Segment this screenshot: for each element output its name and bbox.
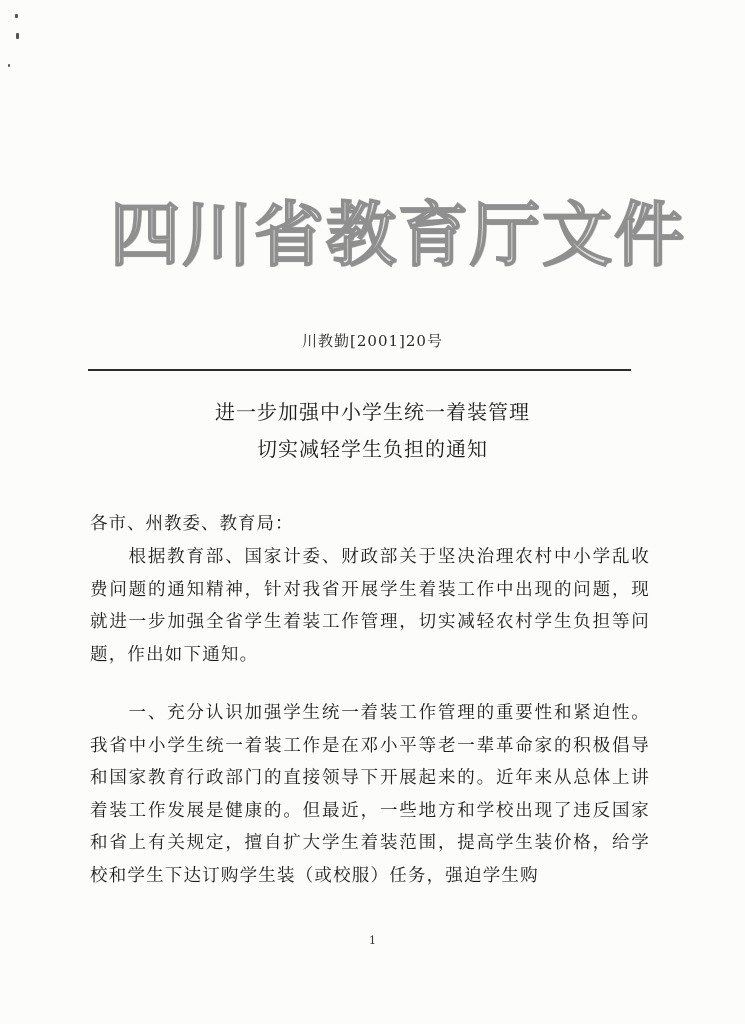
letterhead-title: 四川省教育厅文件 [110, 194, 686, 276]
salutation: 各市、州教委、教育局： [90, 514, 294, 534]
scan-speck [8, 64, 10, 67]
body-paragraph-1: 根据教育部、国家计委、财政部关于坚决治理农村中小学乱收费问题的通知精神，针对我省开展学生着装工作中出现的问题，现就进一步加强全省学生着装工作管理，切实减轻农村学生负担等问题，作出如下通知。 [90, 547, 650, 665]
page-number: 1 [369, 934, 376, 947]
document-number: 川教勤[2001]20号 [302, 332, 443, 350]
notice-title-line-1: 进一步加强中小学生统一着装管理 [215, 400, 530, 424]
body-paragraph-2: 一、充分认识加强学生统一着装工作管理的重要性和紧迫性。我省中小学生统一着装工作是在邓小平等老一辈革命家的积极倡导和国家教育行政部门的直接领导下开展起来的。近年来从总体上讲着装工作发展是健康的。但最近，一些地方和学校出现了违反国家和省上有关规定，擅自扩大学生着装范围，提高学生装价格，给学校和学生下达订购学生装（或校服）任务，强迫学生购 [90, 703, 650, 886]
notice-title-line-2: 切实减轻学生负担的通知 [257, 437, 488, 461]
scan-speck [15, 14, 18, 18]
header-divider [88, 369, 631, 371]
scan-speck [16, 33, 19, 39]
